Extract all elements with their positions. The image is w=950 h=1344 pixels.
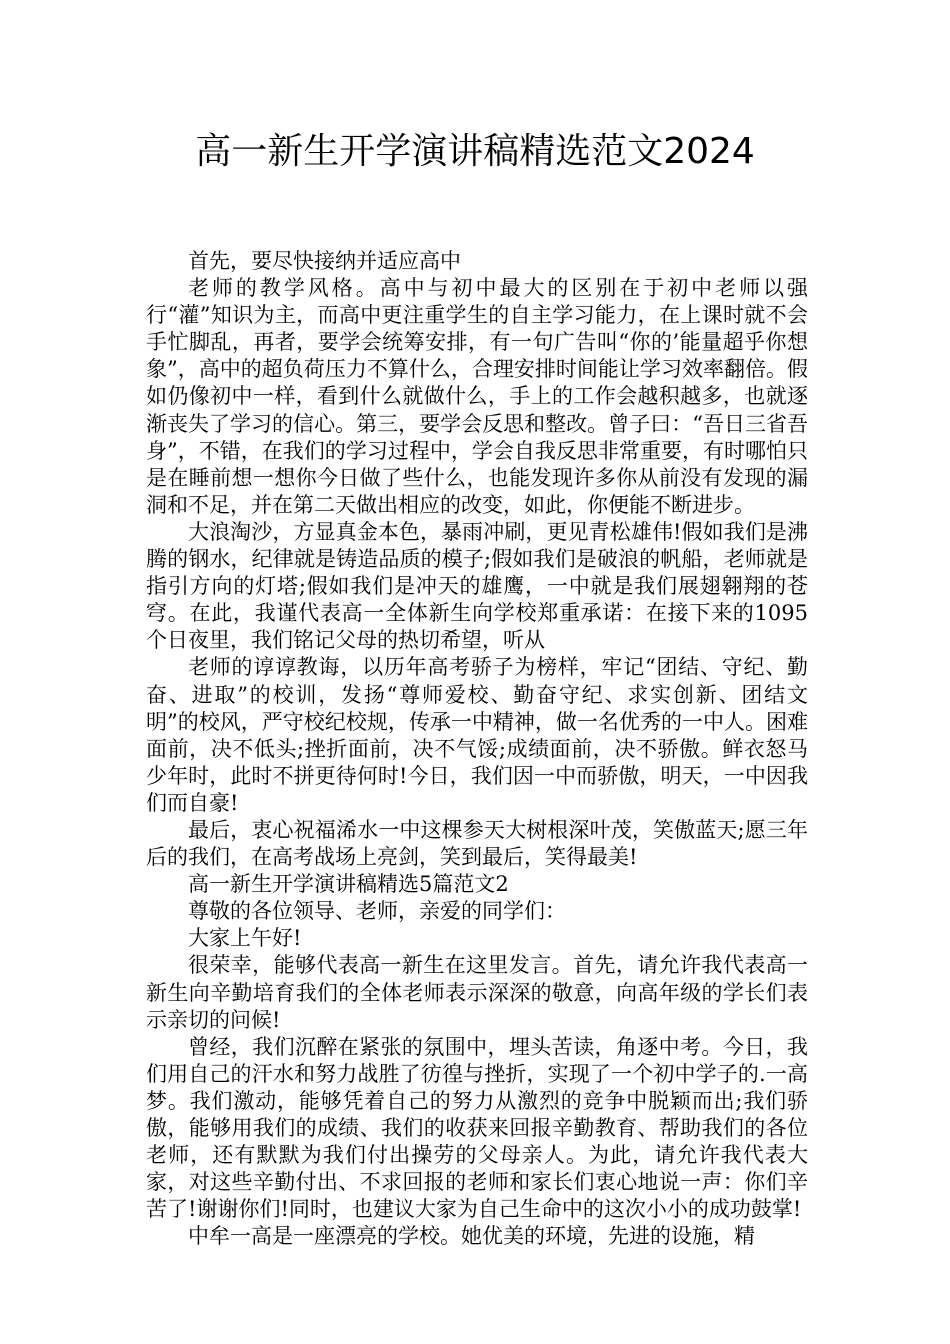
document-title: 高一新生开学演讲稿精选范文2024 [195,131,755,172]
paragraph: 老师的教学风格。高中与初中最大的区别在于初中老师以强行“灌”知识为主，而高中更注重学生的自主学习能力，在上课时就不会手忙脚乱，再者，要学会统筹安排，有一句广告叫“你的’能量超乎你想象”，高中的超负荷压力不算什么，合理安排时间能让学习效率翻倍。假如仍像初中一样，看到什么就做什么，手上的工作会越积越多，也就逐渐丧失了学习的信心。第三，要学会反思和整改。曾子曰：“吾日三省吾身”，不错，在我们的学习过程中，学会自我反思非常重要，有时哪怕只是在睡前想一想你今日做了些什么，也能发现许多你从前没有发现的漏洞和不足，并在第二天做出相应的改变，如此，你便能不断进步。 [146,276,808,517]
paragraph: 大浪淘沙，方显真金本色，暴雨冲刷，更见青松雄伟!假如我们是沸腾的钢水，纪律就是铸造品质的模子;假如我们是破浪的帆船，老师就是指引方向的灯塔;假如我们是冲天的雄鹰，一中就是我们展翅翱翔的苍穹。在此，我谨代表高一全体新生向学校郑重承诺：在接下来的1095个日夜里，我们铭记父母的热切希望，听从 [146,519,808,653]
salutation: 尊敬的各位领导、老师，亲爱的同学们： [188,899,566,924]
greeting: 大家上午好! [188,926,302,951]
paragraph: 很荣幸，能够代表高一新生在这里发言。首先，请允许我代表高一新生向辛勤培育我们的全体老师表示深深的敬意，向高年级的学长们表示亲切的问候! [146,953,808,1032]
paragraph: 最后，衷心祝福浠水一中这棵参天大树根深叶茂，笑傲蓝天;愿三年后的我们，在高考战场上亮剑，笑到最后，笑得最美! [146,817,808,870]
paragraph: 老师的谆谆教诲，以历年高考骄子为榜样，牢记“团结、守纪、勤奋、进取”的校训，发扬“尊师爱校、勤奋守纪、求实创新、团结文明”的校风，严守校纪校规，传承一中精神，做一名优秀的一中人。困难面前，决不低头;挫折面前，决不气馁;成绩面前，决不骄傲。鲜衣怒马少年时，此时不拼更待何时!今日，我们因一中而骄傲，明天，一中因我们而自豪! [146,655,808,815]
document-body [146,248,808,1250]
paragraph: 首先，要尽快接纳并适应高中 [188,249,461,273]
paragraph: 中牟一高是一座漂亮的学校。她优美的环境，先进的设施，精 [188,1224,755,1249]
section-heading: 高一新生开学演讲稿精选5篇范文2 [188,872,509,897]
paragraph: 曾经，我们沉醉在紧张的氛围中，埋头苦读，角逐中考。今日，我们用自己的汗水和努力战胜了彷徨与挫折，实现了一个初中学子的.一高梦。我们激动，能够凭着自己的努力从激烈的竞争中脱颖而出;我们骄傲，能够用我们的成绩、我们的收获来回报辛勤教育、帮助我们的各位老师，还有默默为我们付出操劳的父母亲人。为此，请允许我代表大家，对这些辛勤付出、不求回报的老师和家长们衷心地说一声：你们辛苦了!谢谢你们!同时，也建议大家为自己生命中的这次小小的成功鼓掌! [146,1034,808,1222]
